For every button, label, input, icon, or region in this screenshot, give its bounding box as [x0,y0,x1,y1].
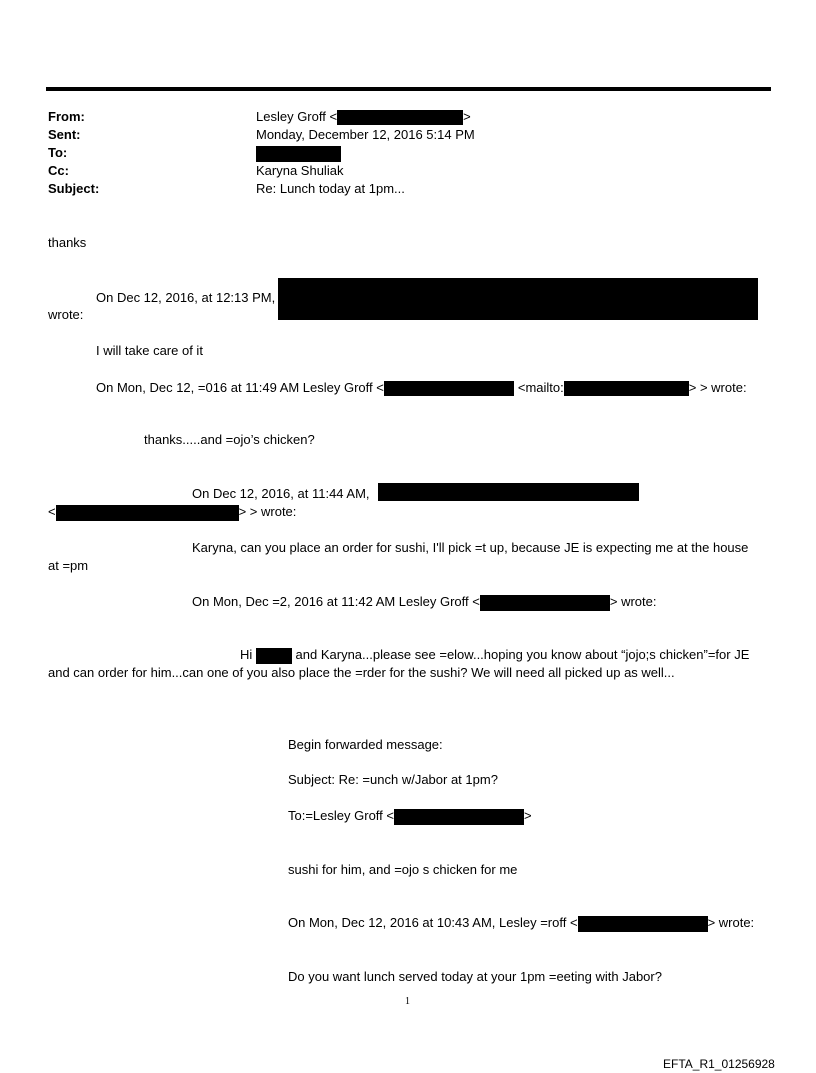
subject-label: Subject: [48,181,100,196]
header-rule [46,87,771,91]
thanks-line: thanks [48,235,87,250]
sushi-line: sushi for him, and =ojo s chicken for me [288,862,518,877]
redaction-box [256,648,292,664]
redaction-box [384,381,514,396]
quote1-intro: On Dec 12, 2016, at 12:13 PM, [96,290,276,305]
hi-line: Hi and Karyna...please see =elow...hoping you know about “jojo;s chicken”=for JE [240,647,750,662]
quote2-a: On Mon, Dec 12, =016 at 11:49 AM Lesley Groff < [96,380,384,395]
forwarded-to: To:=Lesley Groff < > [288,808,532,823]
page-number: 1 [405,996,410,1007]
from-close: > [463,109,471,124]
to-value [256,145,341,162]
karyna-line-1: Karyna, can you place an order for sushi, I'll pick =t up, because JE is expecting me at the house [192,540,749,555]
from-label: From: [48,109,85,124]
to-label: To: [48,145,68,160]
quote3-wrote-line: < > > wrote: [48,504,297,519]
quote5-line: On Mon, Dec 12, 2016 at 10:43 AM, Lesley =roff < > wrote: [288,915,755,930]
redaction-box [278,278,758,320]
thanks-and-line: thanks.....and =ojo’s chicken? [144,432,315,447]
subject-value: Re: Lunch today at 1pm... [256,181,405,196]
cc-label: Cc: [48,163,69,178]
forwarded-begin: Begin forwarded message: [288,737,443,752]
quote2-c: > > wrote: [688,380,747,395]
lunch-question: Do you want lunch served today at your 1pm =eeting with Jabor? [288,969,662,984]
cc-value: Karyna Shuliak [256,163,344,178]
redaction-box [56,505,239,521]
redaction-box [578,916,708,932]
quote2-line [96,380,747,396]
quote4-line: On Mon, Dec =2, 2016 at 11:42 AM Lesley Groff < > wrote: [192,594,657,609]
from-value [256,109,471,125]
karyna-line-2: at =pm [48,558,89,573]
document-id: EFTA_R1_01256928 [663,1057,775,1071]
sent-value: Monday, December 12, 2016 5:14 PM [256,127,475,142]
redaction-box [564,381,689,396]
from-name: Lesley Groff < [256,109,338,124]
quote2-b: <mailto: [517,380,564,395]
quote3-intro: On Dec 12, 2016, at 11:44 AM, [192,486,370,501]
quote1-wrote: wrote: [48,307,84,322]
take-care-line: I will take care of it [96,343,203,358]
redaction-box [394,809,524,825]
hi-line-2: and can order for him...can one of you also place the =rder for the sushi? We will need all picked up as well... [48,665,675,680]
redaction-box [378,483,639,501]
redaction-box [256,146,341,162]
forwarded-subject: Subject: Re: =unch w/Jabor at 1pm? [288,772,498,787]
redaction-box [480,595,610,611]
redaction-box [337,110,463,125]
sent-label: Sent: [48,127,81,142]
